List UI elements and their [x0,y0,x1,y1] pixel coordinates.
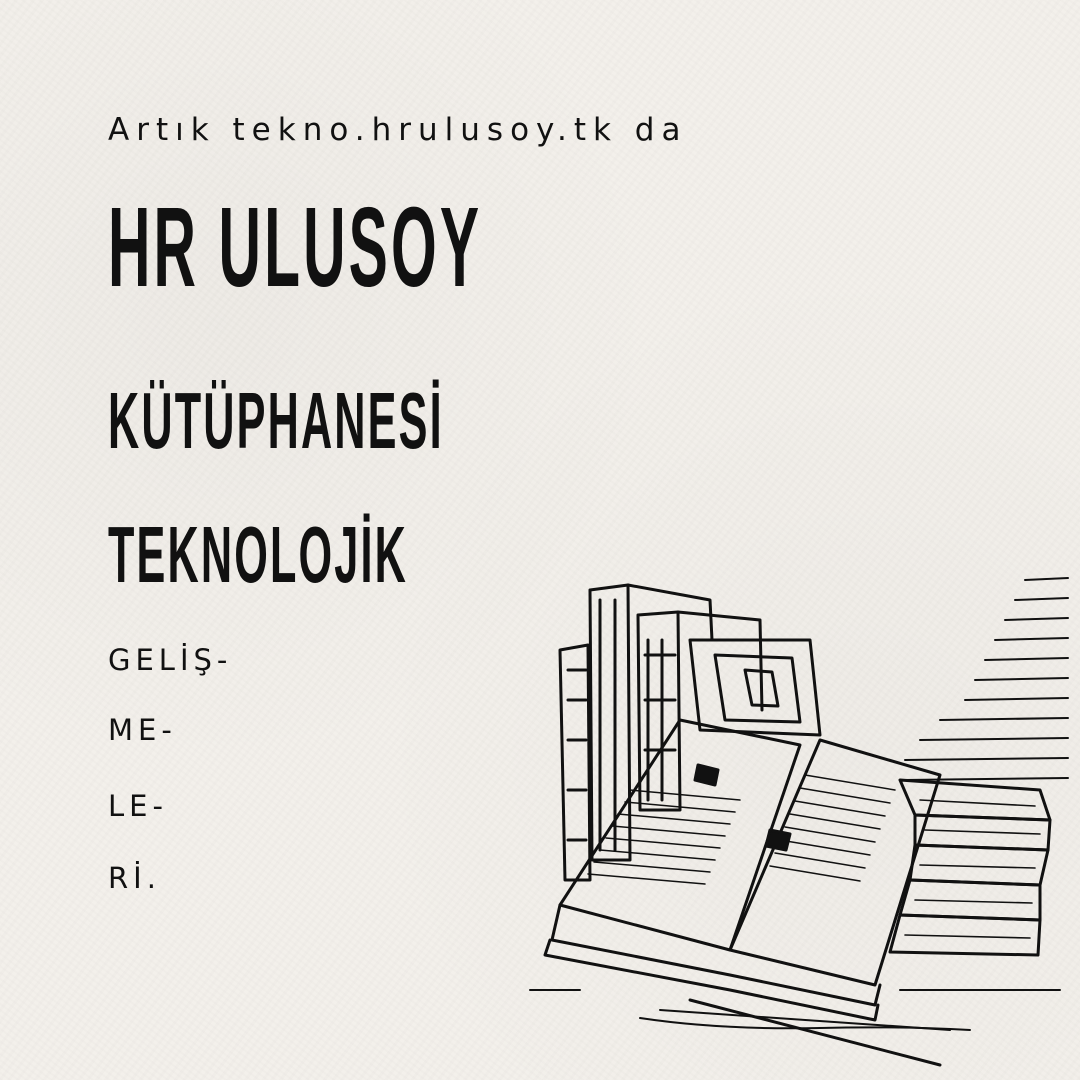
title-line-2: KÜTÜPHANESİ [108,376,444,465]
syllable-1: GELİŞ- [108,643,233,677]
syllable-3: LE- [108,789,168,823]
title-line-3: TEKNOLOJİK [108,510,409,599]
page-title: HR ULUSOY [108,184,483,310]
syllable-4: Rİ. [108,861,161,895]
syllable-2: ME- [108,713,177,747]
subtitle-text: Artık tekno.hrulusoy.tk da [108,112,688,148]
books-illustration-icon [520,560,1080,1080]
